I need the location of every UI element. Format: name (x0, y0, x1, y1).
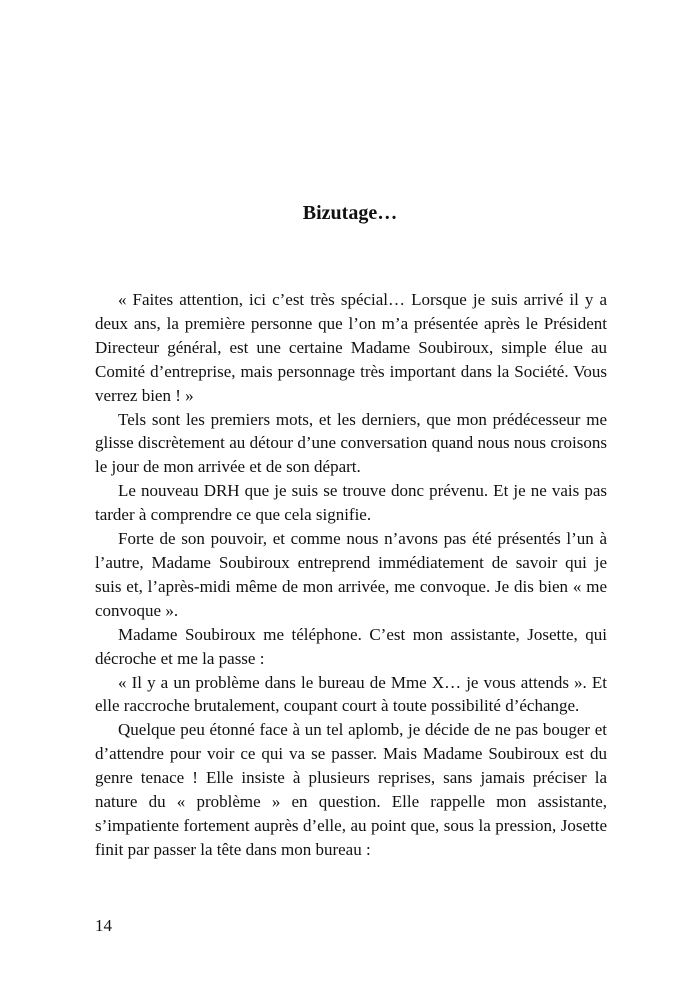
paragraph: Madame Soubiroux me téléphone. C’est mon assistante, Josette, qui décroche et me la passe : (95, 624, 607, 668)
page-number: 14 (95, 916, 112, 935)
paragraph: « Il y a un problème dans le bureau de Mme X… je vous attends ». Et elle raccroche brutalement, coupant court à toute possibilité d’échange. (95, 672, 607, 716)
paragraph: « Faites attention, ici c’est très spécial… Lorsque je suis arrivé il y a deux ans, la première personne que l’on m’a présentée après le Président Directeur général, est une certaine Madame Soubiroux, simple élue au Comité d’entreprise, mais personnage très important dans la Société. Vous verrez bien ! » (95, 290, 607, 405)
paragraph: Forte de son pouvoir, et comme nous n’avons pas été présentés l’un à l’autre, Madame Soubiroux entreprend immédiatement de savoir qui je suis et, l’après-midi même de mon arrivée, me convoque. Je dis bien « me convoque ». (95, 529, 607, 620)
body-text (95, 288, 607, 862)
paragraph: Quelque peu étonné face à un tel aplomb, je décide de ne pas bouger et d’attendre pour voir ce qui va se passer. Mais Madame Soubiroux est du genre tenace ! Elle insiste à plusieurs reprises, sans jamais préciser la nature du « problème » en question. Elle rappelle mon assistante, s’impatiente fortement auprès d’elle, au point que, sous la pression, Josette finit par passer la tête dans mon bureau : (95, 720, 607, 859)
paragraph: Tels sont les premiers mots, et les derniers, que mon prédécesseur me glisse discrètement au détour d’une conversation quand nous nous croisons le jour de mon arrivée et de son départ. (95, 409, 607, 477)
chapter-title: Bizutage… (302, 202, 398, 224)
paragraph: Le nouveau DRH que je suis se trouve donc prévenu. Et je ne vais pas tarder à comprendre ce que cela signifie. (95, 481, 607, 525)
